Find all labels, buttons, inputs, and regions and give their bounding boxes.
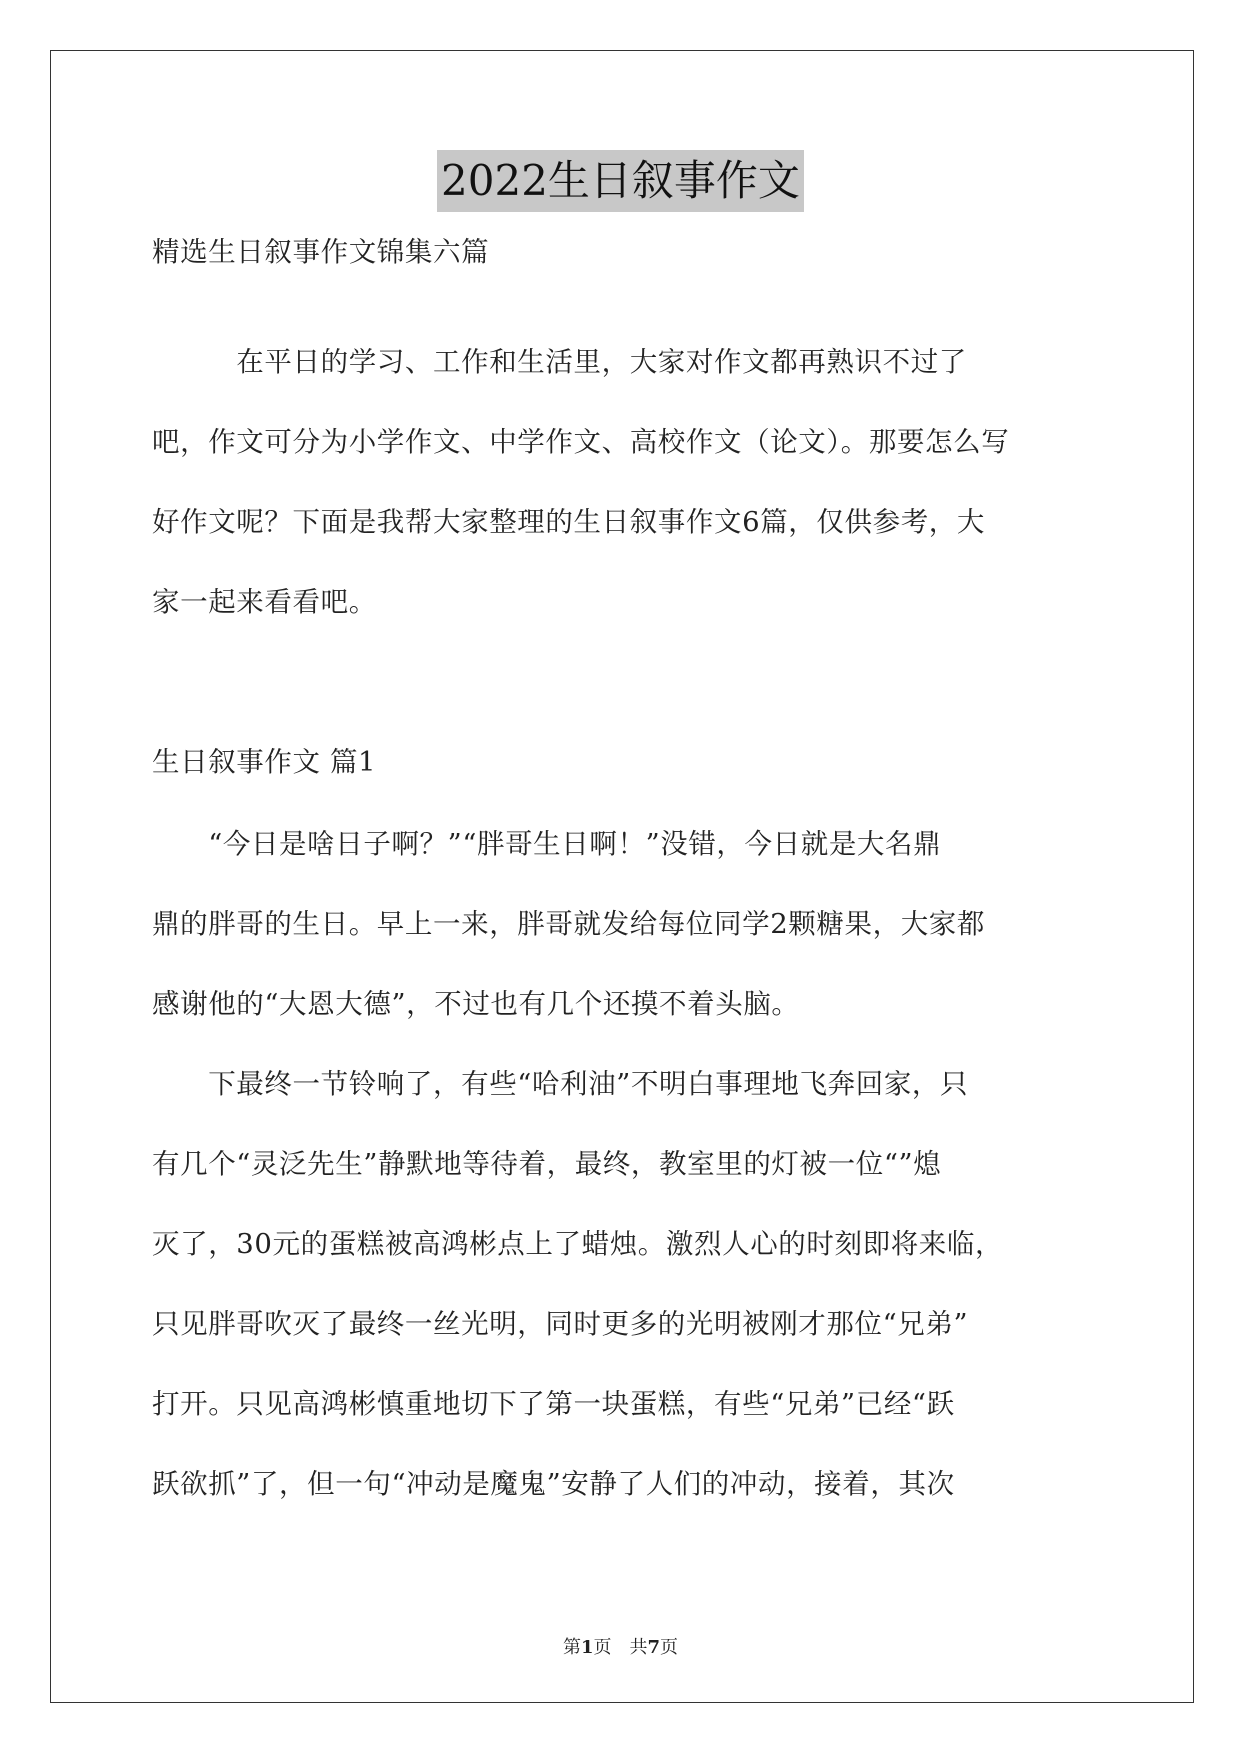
- body-line: 打开。只见高鸿彬慎重地切下了第一块蛋糕，有些“兄弟”已经“跃: [152, 1388, 955, 1420]
- document-title: 2022生日叙事作文: [437, 150, 804, 212]
- section-heading: 生日叙事作文 篇1: [152, 746, 377, 778]
- body-line: 下最终一节铃响了，有些“哈利油”不明白事理地飞奔回家，只: [152, 1068, 969, 1100]
- footer-suffix: 页: [660, 1637, 679, 1658]
- footer-prefix: 第: [562, 1637, 581, 1658]
- footer-mid: 页 共: [593, 1637, 648, 1658]
- page-border: [50, 50, 1194, 1703]
- body-line: 跃欲抓”了，但一句“冲动是魔鬼”安静了人们的冲动，接着，其次: [152, 1468, 955, 1500]
- body-line: 只见胖哥吹灭了最终一丝光明，同时更多的光明被刚才那位“兄弟”: [152, 1308, 969, 1340]
- body-line: “今日是啥日子啊？”“胖哥生日啊！”没错，今日就是大名鼎: [152, 828, 942, 860]
- footer-page-number: 1: [580, 1637, 594, 1658]
- page-footer: [0, 1633, 1241, 1659]
- body-line: 好作文呢？下面是我帮大家整理的生日叙事作文6篇，仅供参考，大: [152, 506, 985, 538]
- body-line: 吧，作文可分为小学作文、中学作文、高校作文（论文）。那要怎么写: [152, 426, 1010, 458]
- body-line: 鼎的胖哥的生日。早上一来，胖哥就发给每位同学2颗糖果，大家都: [152, 908, 985, 940]
- body-line: 家一起来看看吧。: [152, 586, 377, 618]
- body-line: 有几个“灵泛先生”静默地等待着，最终，教室里的灯被一位“”熄: [152, 1148, 942, 1180]
- body-line: 灭了，30元的蛋糕被高鸿彬点上了蜡烛。激烈人心的时刻即将来临，: [152, 1228, 1004, 1260]
- title-block: [0, 150, 1241, 212]
- body-line: 感谢他的“大恩大德”，不过也有几个还摸不着头脑。: [152, 988, 800, 1020]
- subtitle-line: 精选生日叙事作文锦集六篇: [152, 236, 490, 268]
- body-line: 在平日的学习、工作和生活里，大家对作文都再熟识不过了: [152, 346, 967, 378]
- footer-total-pages: 7: [647, 1637, 661, 1658]
